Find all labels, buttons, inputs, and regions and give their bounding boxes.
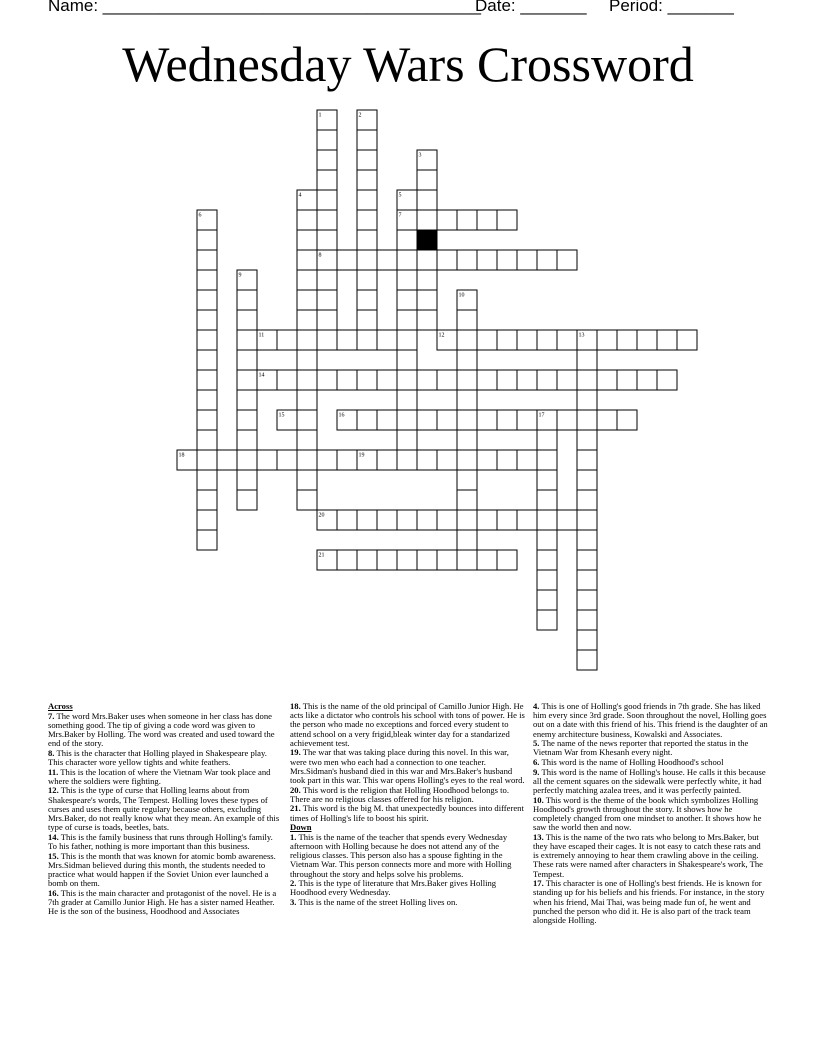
clue-text: This word is the theme of the book which symbolizes Holling Hoodhood's growth throughout the story. It shows how he completely changed from one mindset to another. It shows how he saw the world then and now. <box>533 794 762 833</box>
grid-cell[interactable] <box>377 410 397 430</box>
down-heading: Down <box>290 822 312 833</box>
grid-cell[interactable] <box>337 510 357 530</box>
grid-cell[interactable] <box>557 370 577 390</box>
grid-cell[interactable] <box>457 210 477 230</box>
grid-cell[interactable] <box>357 230 377 250</box>
grid-cell[interactable] <box>457 390 477 410</box>
grid-cell[interactable] <box>537 590 557 610</box>
clue-number: 10. <box>533 794 544 805</box>
clue-down-1 <box>290 833 525 879</box>
clue-number-label: 13 <box>578 332 585 339</box>
grid-cell[interactable] <box>337 550 357 570</box>
grid-cell[interactable] <box>357 410 377 430</box>
clue-number-label: 7 <box>398 212 402 219</box>
grid-cell[interactable] <box>357 550 377 570</box>
grid-cell[interactable] <box>357 330 377 350</box>
grid-cell[interactable] <box>237 310 257 330</box>
grid-cell[interactable] <box>377 550 397 570</box>
clue-number: 9. <box>533 766 540 777</box>
clue-number: 1. <box>290 831 297 842</box>
grid-cell[interactable] <box>297 250 317 270</box>
grid-cell[interactable] <box>497 510 517 530</box>
grid-cell[interactable] <box>257 450 277 470</box>
grid-cell[interactable] <box>237 490 257 510</box>
grid-cell[interactable] <box>577 490 597 510</box>
grid-cell[interactable] <box>537 250 557 270</box>
grid-cell[interactable] <box>537 430 557 450</box>
grid-cell[interactable] <box>397 390 417 410</box>
grid-cell[interactable] <box>397 350 417 370</box>
grid-cell[interactable] <box>297 370 317 390</box>
clue-number-label: 9 <box>238 272 242 279</box>
grid-cell[interactable] <box>357 150 377 170</box>
grid-cell[interactable] <box>457 470 477 490</box>
grid-cell[interactable] <box>397 510 417 530</box>
clue-number-label: 16 <box>338 412 345 419</box>
grid-cell[interactable] <box>497 550 517 570</box>
clue-column-1 <box>48 702 283 917</box>
clue-down-13 <box>533 833 768 879</box>
clue-text: This character is one of Holling's best friends. He is known for standing up for his beliefs and his friends. For instance, in the story when his friend, Mai Thai, was being made fun of, he went and punched the person who did it. He is also part of the track team alongside Holling. <box>533 878 765 926</box>
grid-cell[interactable] <box>197 310 217 330</box>
grid-cell[interactable] <box>297 390 317 410</box>
grid-cell[interactable] <box>297 490 317 510</box>
grid-cell[interactable] <box>297 430 317 450</box>
grid-cell[interactable] <box>297 470 317 490</box>
grid-cell[interactable] <box>397 250 417 270</box>
grid-cell[interactable] <box>237 370 257 390</box>
grid-cell[interactable] <box>577 510 597 530</box>
grid-cell[interactable] <box>357 370 377 390</box>
grid-cell[interactable] <box>297 230 317 250</box>
grid-cell[interactable] <box>397 310 417 330</box>
clue-number-label: 17 <box>538 412 545 419</box>
clue-text: This word is the religion that Holling Hoodhood belongs to. There are no religious classes offered for his religion. <box>290 784 509 804</box>
grid-cell[interactable] <box>577 630 597 650</box>
grid-cell[interactable] <box>297 270 317 290</box>
grid-cell[interactable] <box>517 450 537 470</box>
grid-cell[interactable] <box>597 410 617 430</box>
grid-cell[interactable] <box>617 370 637 390</box>
grid-cell[interactable] <box>477 450 497 470</box>
clue-number-label: 12 <box>438 332 445 339</box>
grid-cell[interactable] <box>417 510 437 530</box>
grid-cell[interactable] <box>197 410 217 430</box>
grid-cell[interactable] <box>477 210 497 230</box>
grid-cell[interactable] <box>397 330 417 350</box>
grid-cell[interactable] <box>537 610 557 630</box>
grid-cell[interactable] <box>197 230 217 250</box>
grid-cell[interactable] <box>537 470 557 490</box>
grid-cell[interactable] <box>197 290 217 310</box>
grid-cell[interactable] <box>357 510 377 530</box>
clue-number-label: 3 <box>418 152 422 159</box>
clue-column-3 <box>533 702 768 926</box>
grid-cell[interactable] <box>297 330 317 350</box>
grid-cell[interactable] <box>317 190 337 210</box>
grid-cell[interactable] <box>597 370 617 390</box>
grid-cell[interactable] <box>437 370 457 390</box>
grid-cell[interactable] <box>517 370 537 390</box>
grid-cell[interactable] <box>577 530 597 550</box>
grid-cell[interactable] <box>297 450 317 470</box>
grid-cell[interactable] <box>577 470 597 490</box>
grid-cell[interactable] <box>197 370 217 390</box>
clue-text: This is the character that Holling played in Shakespeare play. This character wore yellow tights and white feathers. <box>48 747 267 767</box>
down-clues-part2 <box>533 702 768 925</box>
page-title: Wednesday Wars Crossword <box>122 36 694 92</box>
grid-cell[interactable] <box>197 470 217 490</box>
grid-cell[interactable] <box>377 510 397 530</box>
grid-cell[interactable] <box>477 330 497 350</box>
grid-cell[interactable] <box>497 410 517 430</box>
grid-cell[interactable] <box>417 310 437 330</box>
grid-cell[interactable] <box>357 270 377 290</box>
clue-number: 2. <box>290 878 297 889</box>
date-field[interactable]: Date: _______ <box>475 0 587 15</box>
grid-cell[interactable] <box>457 250 477 270</box>
clue-across-20 <box>290 786 525 804</box>
grid-cell[interactable] <box>197 430 217 450</box>
grid-cell[interactable] <box>357 130 377 150</box>
clue-text: The war that was taking place during this novel. In this war, were two men who each had a connection to one teacher. Mrs.Sidman's husband died in this war and Mrs.Baker's husband took part in this war. This war opens Holling's eyes to the real word. <box>290 747 525 786</box>
clue-number: 5. <box>533 738 540 749</box>
grid-cell[interactable] <box>457 490 477 510</box>
grid-cell[interactable] <box>297 310 317 330</box>
grid-cell[interactable] <box>457 330 477 350</box>
grid-cell[interactable] <box>397 450 417 470</box>
clue-number: 15. <box>48 850 59 861</box>
clue-number-label: 18 <box>178 452 185 459</box>
clue-number: 11. <box>48 766 59 777</box>
clue-number: 6. <box>533 757 540 767</box>
clue-down-10 <box>533 796 768 833</box>
grid-cell[interactable] <box>477 410 497 430</box>
grid-cell[interactable] <box>457 350 477 370</box>
clue-number-label: 20 <box>318 512 325 519</box>
clue-down-5 <box>533 739 768 757</box>
grid-cell[interactable] <box>357 290 377 310</box>
clue-text: This is the name of the old principal of Camillo Junior High. He acts like a dictator who controls his school with tons of power. He is the person who made no exceptions and forced every student to attend school on a very frigid,bleak winter day for a standarized achievement test. <box>290 701 525 748</box>
clue-text: This is the type of literature that Mrs.Baker gives Holling Hoodhood every Wednesday. <box>290 878 497 898</box>
grid-cell[interactable] <box>197 270 217 290</box>
clue-number: 19. <box>290 747 301 758</box>
grid-cell[interactable] <box>437 550 457 570</box>
grid-cell[interactable] <box>417 450 437 470</box>
grid-cell[interactable] <box>397 410 417 430</box>
clue-across-11 <box>48 768 283 786</box>
grid-cell[interactable] <box>537 450 557 470</box>
grid-cell[interactable] <box>297 290 317 310</box>
clue-number-label: 19 <box>358 452 365 459</box>
clue-number: 13. <box>533 831 544 842</box>
grid-cell[interactable] <box>477 550 497 570</box>
grid-cell[interactable] <box>577 410 597 430</box>
grid-cell[interactable] <box>357 210 377 230</box>
grid-cell[interactable] <box>417 170 437 190</box>
clue-number: 14. <box>48 831 59 842</box>
grid-cell[interactable] <box>317 370 337 390</box>
grid-cell[interactable] <box>317 450 337 470</box>
grid-cell[interactable] <box>417 290 437 310</box>
grid-cell[interactable] <box>677 330 697 350</box>
grid-cell[interactable] <box>537 570 557 590</box>
clue-text: The name of the news reporter that reported the status in the Vietnam War from Khesanh every night. <box>533 738 749 758</box>
grid-cell[interactable] <box>577 650 597 670</box>
grid-cell[interactable] <box>317 270 337 290</box>
grid-cell[interactable] <box>197 390 217 410</box>
grid-cell[interactable] <box>577 350 597 370</box>
grid-cell[interactable] <box>397 290 417 310</box>
clue-text: This is the name of the street Holling lives on. <box>298 897 458 907</box>
grid-cell[interactable] <box>457 550 477 570</box>
clue-text: This is the month that was known for atomic bomb awareness. Mrs.Sidman believed during this month, the students needed to practice what would happen if the Soviet Union ever launched a bomb on them. <box>48 850 276 889</box>
grid-cell[interactable] <box>457 370 477 390</box>
grid-cell[interactable] <box>657 330 677 350</box>
clue-number-label: 6 <box>198 212 202 219</box>
grid-cell[interactable] <box>397 370 417 390</box>
grid-cell[interactable] <box>577 590 597 610</box>
grid-cell[interactable] <box>517 330 537 350</box>
clue-across-8 <box>48 749 283 767</box>
clue-text: The word Mrs.Baker uses when someone in her class has done something good. The tip of giving a code word was given to Mrs.Baker by Holling. The word was created and used toward the end of the story. <box>48 710 275 749</box>
grid-cell[interactable] <box>237 410 257 430</box>
clue-down-4 <box>533 702 768 739</box>
clue-text: This is the main character and protagonist of the novel. He is a 7th grader at Camillo Junior High. He has a sister named Heather. He is the son of the business, Hoodhood and Associates <box>48 887 277 917</box>
grid-cell[interactable] <box>417 250 437 270</box>
grid-cell[interactable] <box>357 310 377 330</box>
grid-cell[interactable] <box>417 410 437 430</box>
clue-text: This word is the big M. that unexpectedly bounces into different times of Holling's life to boost his spirit. <box>290 803 524 823</box>
across-clues-part1 <box>48 712 283 917</box>
clue-across-14 <box>48 833 283 851</box>
grid-cell[interactable] <box>377 330 397 350</box>
grid-cell[interactable] <box>577 370 597 390</box>
grid-cell[interactable] <box>557 410 577 430</box>
grid-cell[interactable] <box>237 430 257 450</box>
grid-cell[interactable] <box>317 170 337 190</box>
grid-cell[interactable] <box>317 330 337 350</box>
grid-cell[interactable] <box>317 210 337 230</box>
down-clues-part1 <box>290 833 525 907</box>
grid-cell[interactable] <box>577 390 597 410</box>
clue-across-12 <box>48 786 283 832</box>
grid-cell[interactable] <box>457 510 477 530</box>
grid-cell[interactable] <box>437 410 457 430</box>
grid-cell[interactable] <box>277 370 297 390</box>
grid-cell[interactable] <box>557 250 577 270</box>
grid-cell[interactable] <box>437 510 457 530</box>
grid-cell[interactable] <box>457 310 477 330</box>
grid-cell[interactable] <box>597 330 617 350</box>
black-square <box>417 230 437 250</box>
grid-cell[interactable] <box>197 350 217 370</box>
clue-text: This is the family business that runs through Holling's family. To his father, nothing is more important than this business. <box>48 831 273 851</box>
grid-cell[interactable] <box>357 190 377 210</box>
grid-cell[interactable] <box>237 330 257 350</box>
grid-cell[interactable] <box>417 190 437 210</box>
period-field[interactable]: Period: _______ <box>609 0 734 15</box>
clue-text: This is the name of the teacher that spends every Wednesday afternoon with Holling because he does not attend any of the religious classes. This person also has a spouse fighting in the Vietnam War. This person connects more and more with Holling throughout the story and helps solve his problems. <box>290 831 512 879</box>
grid-cell[interactable] <box>617 410 637 430</box>
across-clues-part2 <box>290 702 525 823</box>
grid-cell[interactable] <box>297 350 317 370</box>
grid-cell[interactable] <box>197 490 217 510</box>
grid-cell[interactable] <box>297 410 317 430</box>
clue-number: 8. <box>48 747 55 758</box>
grid-cell[interactable] <box>637 330 657 350</box>
clue-across-7 <box>48 712 283 749</box>
grid-cell[interactable] <box>437 250 457 270</box>
grid-cell[interactable] <box>537 530 557 550</box>
grid-cell[interactable] <box>497 210 517 230</box>
clue-number: 20. <box>290 784 301 795</box>
clue-across-15 <box>48 852 283 889</box>
grid-cell[interactable] <box>437 210 457 230</box>
clue-down-3 <box>290 898 525 907</box>
clue-number: 3. <box>290 897 297 907</box>
grid-cell[interactable] <box>357 250 377 270</box>
grid-cell[interactable] <box>477 510 497 530</box>
clue-number: 16. <box>48 887 59 898</box>
grid-cell[interactable] <box>377 370 397 390</box>
grid-cell[interactable] <box>577 550 597 570</box>
grid-cell[interactable] <box>197 530 217 550</box>
clue-number-label: 2 <box>358 112 362 119</box>
clue-text: This is the name of the two rats who belong to Mrs.Baker, but they have escaped their cages. It is not easy to catch these rats and is extremely annoying to hear them crawling above in the ceiling. These rats were named after characters in Shakespeare's work, The Tempest. <box>533 831 763 879</box>
clue-number-label: 21 <box>318 552 325 559</box>
clue-across-16 <box>48 889 283 917</box>
grid-cell[interactable] <box>237 390 257 410</box>
clue-number: 12. <box>48 785 59 796</box>
grid-cell[interactable] <box>337 250 357 270</box>
grid-cell[interactable] <box>417 550 437 570</box>
clue-number: 4. <box>533 701 540 711</box>
name-field[interactable]: Name: ________________________________________ <box>48 0 481 15</box>
clue-number: 7. <box>48 710 55 721</box>
grid-cell[interactable] <box>517 250 537 270</box>
grid-cell[interactable] <box>497 370 517 390</box>
clue-text: This is one of Holling's good friends in 7th grade. She has liked him every since 3rd grade. Soon throughout the novel, Holling goes out on a date with this friend of his. This friend is the daughter of an enemy architecture business, Kowalski and Associates. <box>533 701 768 739</box>
clue-number-label: 14 <box>258 372 265 379</box>
grid-cell[interactable] <box>237 450 257 470</box>
clue-number-label: 1 <box>318 112 322 119</box>
grid-cell[interactable] <box>317 130 337 150</box>
grid-cell[interactable] <box>377 450 397 470</box>
grid-cell[interactable] <box>497 250 517 270</box>
clue-text: This is the type of curse that Holling learns about from Shakespeare's words, The Tempest. Holling loves these types of curses and uses them quite regulary because others, excluding Mrs.Baker, do not really know what they mean. An example of this type of curse is toads, beetles, bats. <box>48 785 280 833</box>
grid-cell[interactable] <box>517 410 537 430</box>
grid-cell[interactable] <box>337 330 357 350</box>
grid-cell[interactable] <box>457 430 477 450</box>
clue-number: 17. <box>533 878 544 889</box>
grid-cell[interactable] <box>537 490 557 510</box>
grid-cell[interactable] <box>577 570 597 590</box>
grid-cell[interactable] <box>277 330 297 350</box>
grid-cell[interactable] <box>617 330 637 350</box>
clue-text: This is the location of where the Vietnam War took place and where the soldiers were fighting. <box>48 766 271 786</box>
grid-cell[interactable] <box>557 510 577 530</box>
grid-cell[interactable] <box>517 510 537 530</box>
grid-cell[interactable] <box>537 370 557 390</box>
grid-cell[interactable] <box>197 330 217 350</box>
clue-across-21 <box>290 804 525 822</box>
grid-cell[interactable] <box>457 530 477 550</box>
grid-cell[interactable] <box>397 230 417 250</box>
grid-cell[interactable] <box>637 370 657 390</box>
grid-cell[interactable] <box>657 370 677 390</box>
grid-cell[interactable] <box>457 410 477 430</box>
grid-cell[interactable] <box>437 450 457 470</box>
clue-number-label: 5 <box>398 192 402 199</box>
grid-cell[interactable] <box>237 470 257 490</box>
clue-number: 18. <box>290 701 301 711</box>
grid-cell[interactable] <box>237 350 257 370</box>
grid-cell[interactable] <box>197 250 217 270</box>
clue-across-19 <box>290 748 525 785</box>
clue-down-9 <box>533 768 768 796</box>
clue-number-label: 11 <box>258 332 265 339</box>
clue-number-label: 15 <box>278 412 285 419</box>
clue-column-2 <box>290 702 525 908</box>
clue-number-label: 10 <box>458 292 465 299</box>
grid-cell[interactable] <box>197 450 217 470</box>
grid-cell[interactable] <box>317 230 337 250</box>
grid-cell[interactable] <box>297 210 317 230</box>
grid-cell[interactable] <box>497 450 517 470</box>
grid-cell[interactable] <box>377 250 397 270</box>
grid-cell[interactable] <box>397 430 417 450</box>
grid-cell[interactable] <box>577 430 597 450</box>
grid-cell[interactable] <box>277 450 297 470</box>
grid-cell[interactable] <box>317 150 337 170</box>
across-heading: Across <box>48 701 73 711</box>
grid-cell[interactable] <box>197 510 217 530</box>
clue-down-2 <box>290 879 525 897</box>
grid-cell[interactable] <box>577 450 597 470</box>
grid-cell[interactable] <box>337 370 357 390</box>
clue-across-18 <box>290 702 525 748</box>
grid-cell[interactable] <box>317 290 337 310</box>
grid-cell[interactable] <box>537 330 557 350</box>
grid-cell[interactable] <box>457 450 477 470</box>
clue-down-17 <box>533 879 768 925</box>
clue-text: This word is the name of Holling's house. He calls it this because all the cement squares on the sidewalk were perfectly white, it had perfectly matching azalea trees, and it was perfectly painted. <box>533 766 766 795</box>
grid-cell[interactable] <box>537 510 557 530</box>
grid-cell[interactable] <box>397 270 417 290</box>
grid-cell[interactable] <box>217 450 237 470</box>
grid-cell[interactable] <box>357 170 377 190</box>
grid-cell[interactable] <box>237 290 257 310</box>
grid-cell[interactable] <box>417 210 437 230</box>
grid-cell[interactable] <box>477 250 497 270</box>
grid-cell[interactable] <box>477 370 497 390</box>
grid-cell[interactable] <box>557 330 577 350</box>
clue-text: This word is the name of Holling Hoodhood's school <box>541 757 724 767</box>
clue-number-label: 8 <box>318 252 322 259</box>
clue-number: 21. <box>290 803 301 814</box>
grid-cell[interactable] <box>537 550 557 570</box>
grid-cell[interactable] <box>337 450 357 470</box>
grid-cell[interactable] <box>417 270 437 290</box>
grid-cell[interactable] <box>417 370 437 390</box>
grid-cell[interactable] <box>577 610 597 630</box>
grid-cell[interactable] <box>397 550 417 570</box>
grid-cell[interactable] <box>497 330 517 350</box>
clue-number-label: 4 <box>298 192 302 199</box>
grid-cell[interactable] <box>317 310 337 330</box>
